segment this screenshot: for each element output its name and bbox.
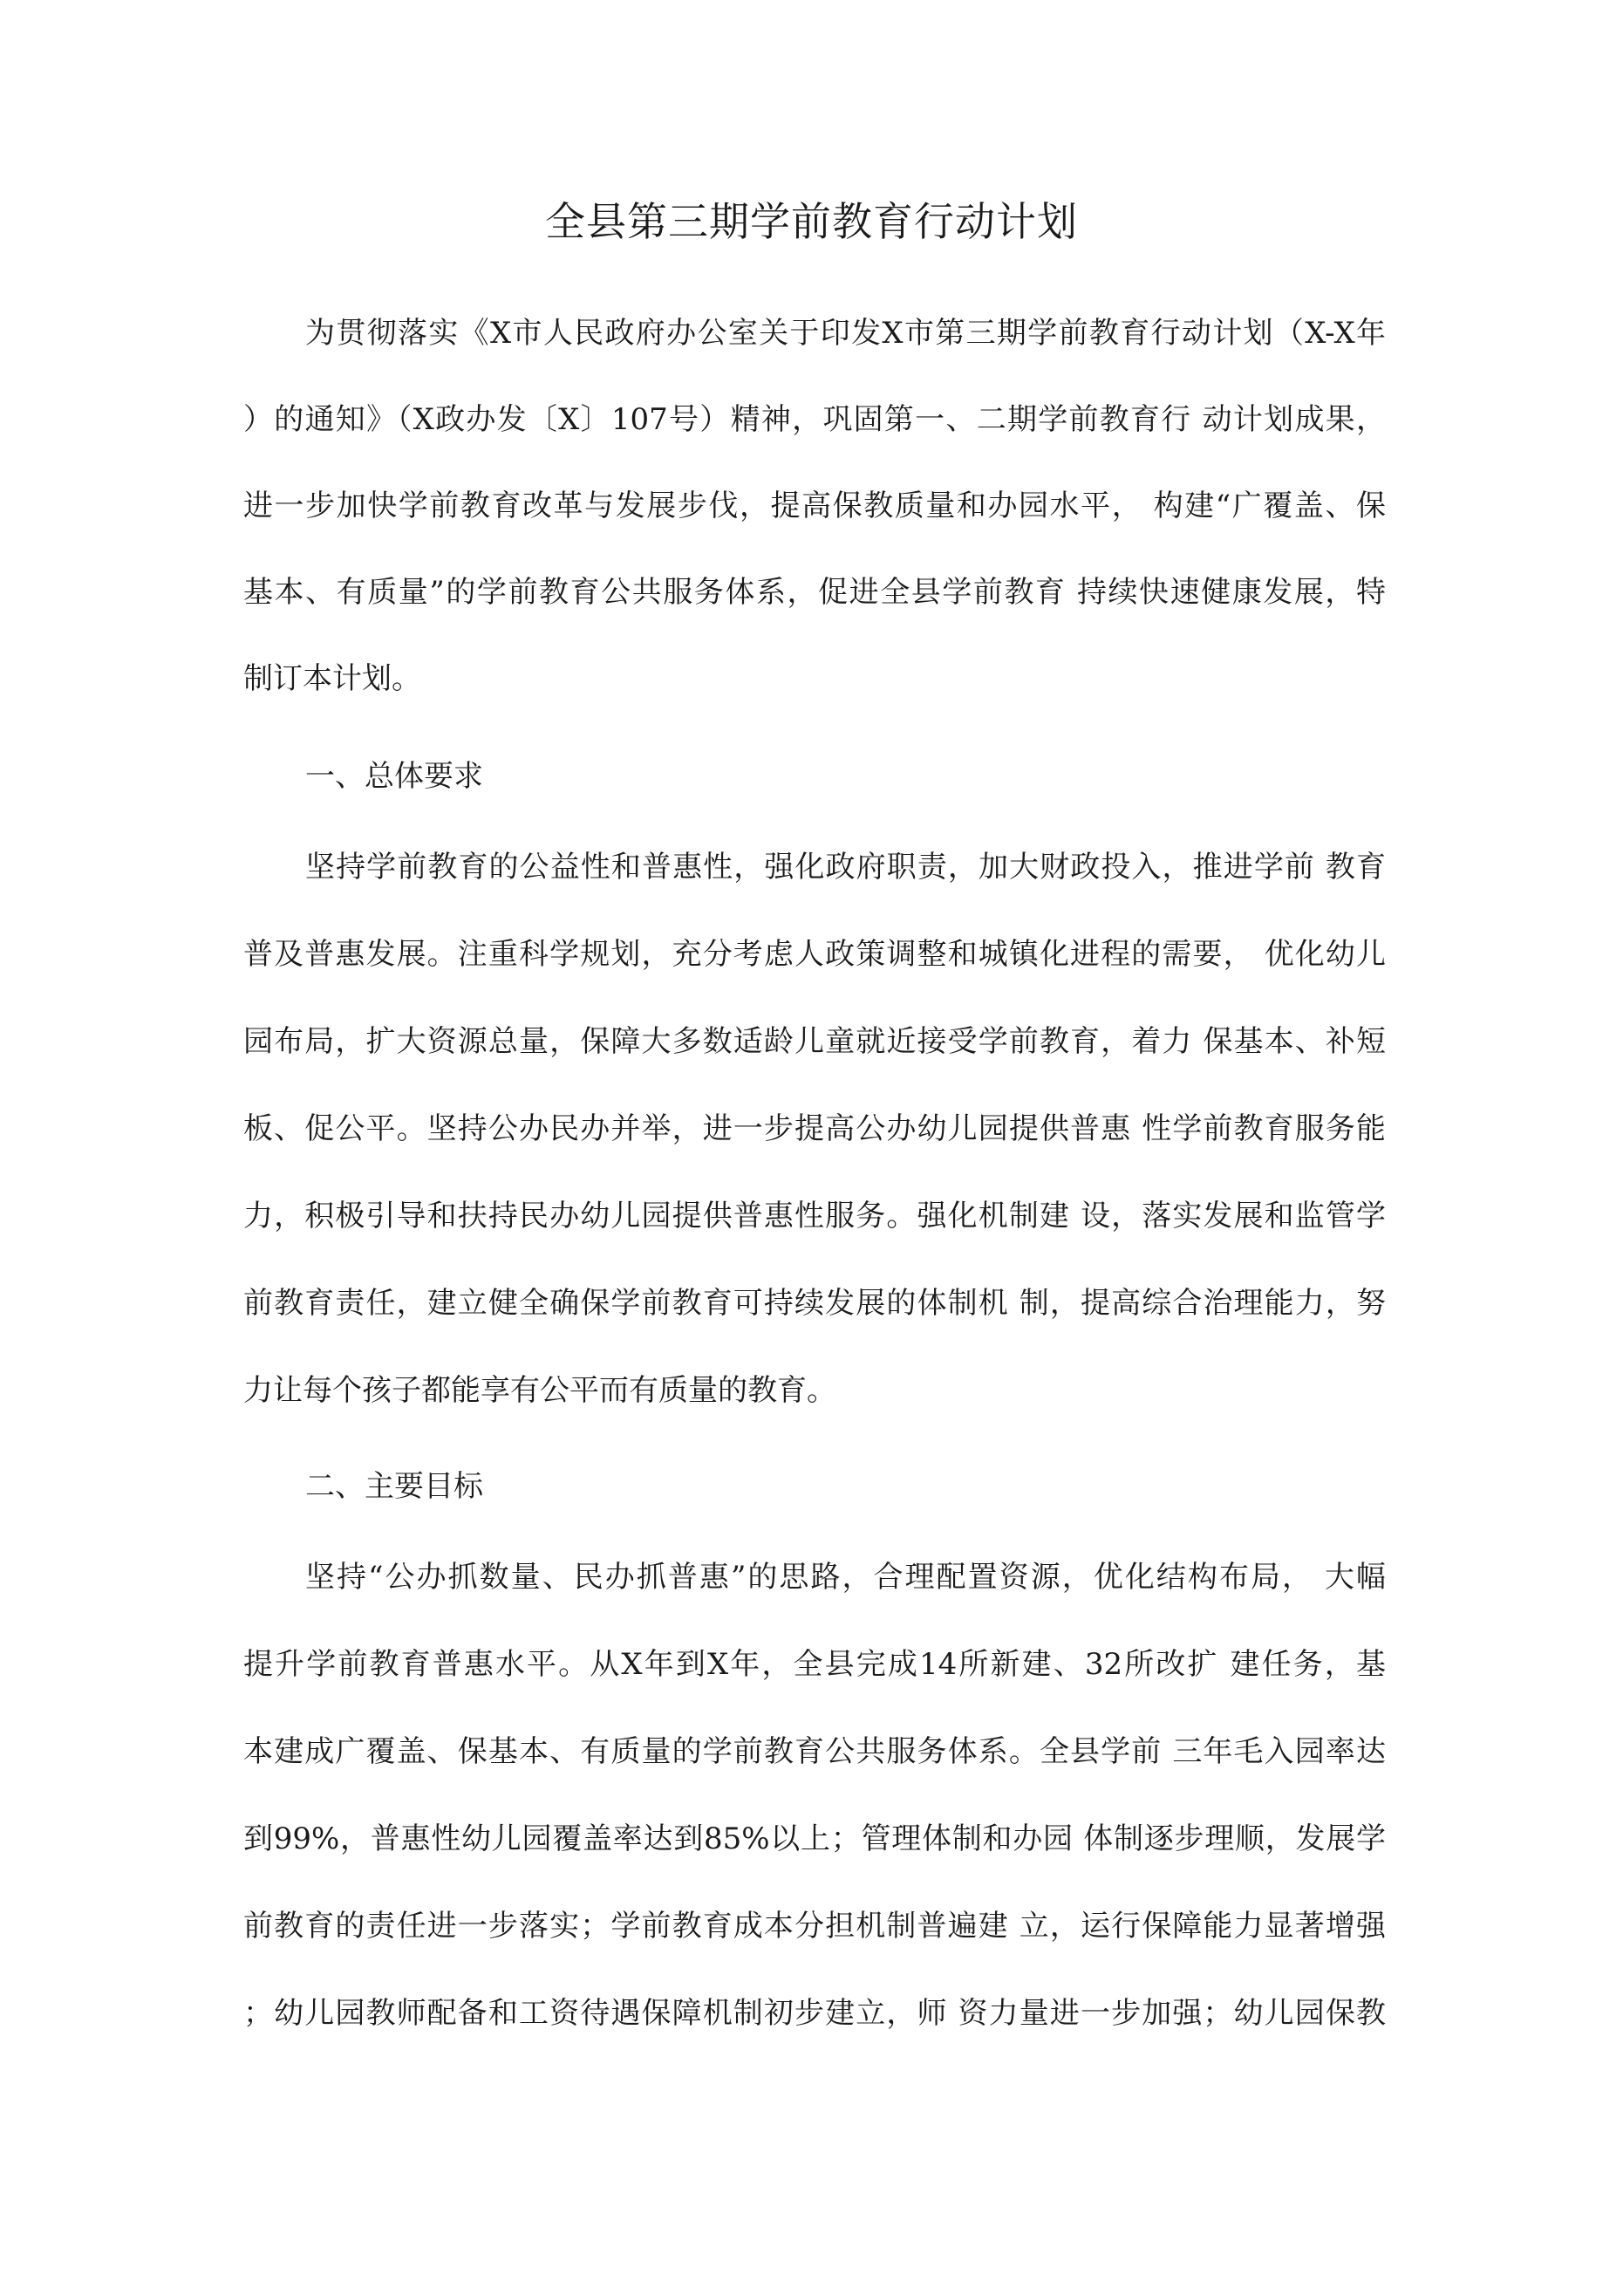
section2-line-2: 提升学前教育普惠水平。从X年到X年，全县完成14所新建、32所改扩 建任务，基 bbox=[243, 1647, 1386, 1682]
section1-line-2: 普及普惠发展。注重科学规划，充分考虑人政策调整和城镇化进程的需要， 优化幼儿 bbox=[243, 937, 1386, 972]
section2-line-4: 到99%，普惠性幼儿园覆盖率达到85%以上；管理体制和办园 体制逐步理顺，发展学 bbox=[243, 1821, 1386, 1856]
section1-line-6: 前教育责任，建立健全确保学前教育可持续发展的体制机 制，提高综合治理能力，努 bbox=[243, 1286, 1386, 1321]
intro-line-3: 进一步加快学前教育改革与发展步伐，提高保教质量和办园水平， 构建“广覆盖、保 bbox=[243, 489, 1386, 523]
section1-line-1: 坚持学前教育的公益性和普惠性，强化政府职责，加大财政投入，推进学前 教育 bbox=[305, 850, 1386, 885]
section2-line-3: 本建成广覆盖、保基本、有质量的学前教育公共服务体系。全县学前 三年毛入园率达 bbox=[243, 1734, 1386, 1769]
section1-line-3: 园布局，扩大资源总量，保障大多数适龄儿童就近接受学前教育，着力 保基本、补短 bbox=[243, 1024, 1386, 1059]
section2-line-5: 前教育的责任进一步落实；学前教育成本分担机制普遍建 立，运行保障能力显著增强 bbox=[243, 1909, 1386, 1944]
section1-line-4: 板、促公平。坚持公办民办并举，进一步提高公办幼儿园提供普惠 性学前教育服务能 bbox=[243, 1111, 1386, 1146]
intro-line-5: 制订本计划。 bbox=[243, 661, 421, 696]
section2-line-1: 坚持“公办抓数量、民办抓普惠”的思路，合理配置资源，优化结构布局， 大幅 bbox=[305, 1560, 1386, 1595]
document-title: 全县第三期学前教育行动计划 bbox=[545, 198, 1078, 245]
section-heading-main-goals: 二、主要目标 bbox=[305, 1469, 483, 1504]
section1-line-5: 力，积极引导和扶持民办幼儿园提供普惠性服务。强化机制建 设，落实发展和监管学 bbox=[243, 1199, 1386, 1233]
section2-line-6: ；幼儿园教师配备和工资待遇保障机制初步建立，师 资力量进一步加强；幼儿园保教 bbox=[243, 1996, 1386, 2031]
section-heading-general-requirements: 一、总体要求 bbox=[305, 759, 483, 794]
intro-line-2: ）的通知》（X政办发〔X〕107号）精神，巩固第一、二期学前教育行 动计划成果， bbox=[243, 402, 1386, 437]
section1-line-7: 力让每个孩子都能享有公平而有质量的教育。 bbox=[243, 1373, 836, 1408]
intro-line-1: 为贯彻落实《X市人民政府办公室关于印发X市第三期学前教育行动计划（X-X年 bbox=[305, 316, 1386, 351]
intro-line-4: 基本、有质量”的学前教育公共服务体系，促进全县学前教育 持续快速健康发展，特 bbox=[243, 575, 1386, 610]
